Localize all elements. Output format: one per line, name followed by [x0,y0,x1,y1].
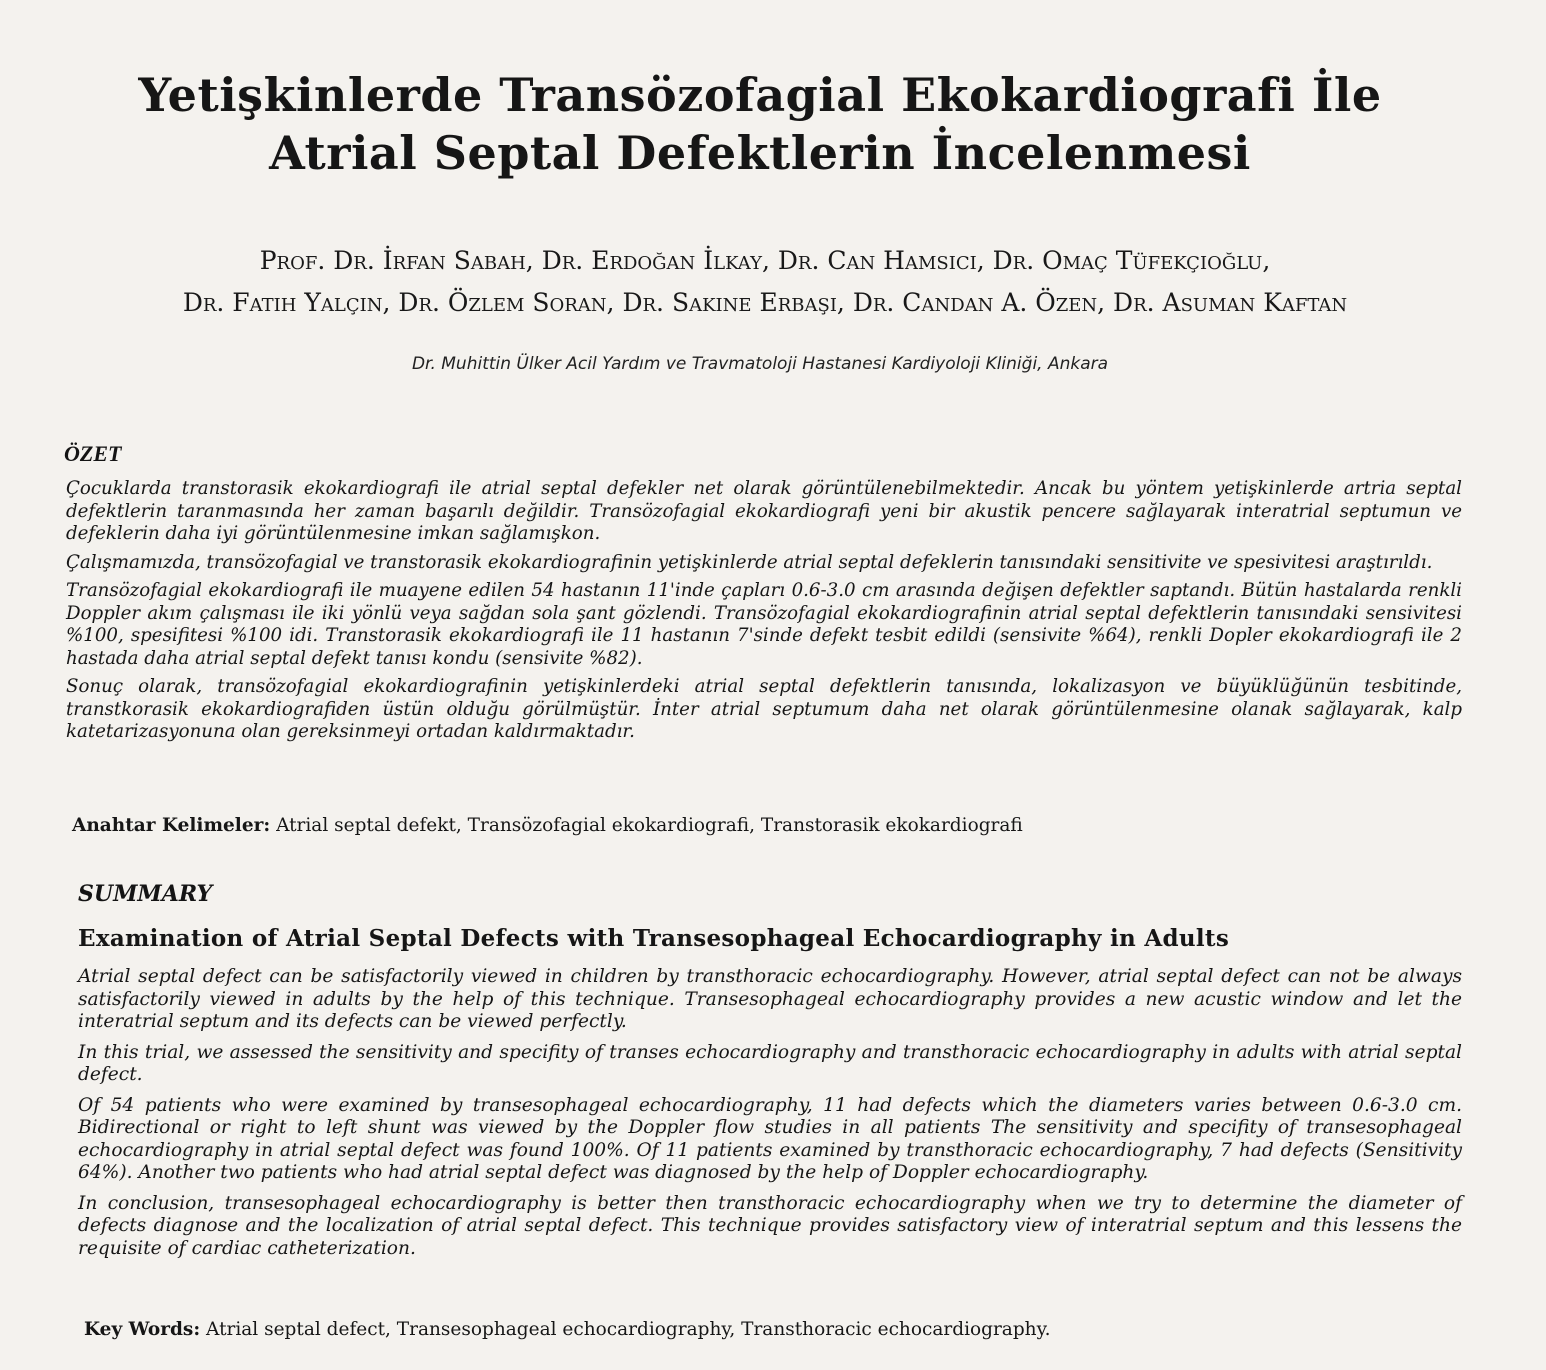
author-line-2: Dr. Fatih Yalçın, Dr. Özlem Soran, Dr. Sakine Erbaşı, Dr. Candan A. Özen, Dr. Asuman Kaftan [182,288,1348,317]
ozet-heading: ÖZET [64,441,122,466]
summary-paragraph-4: In conclusion, transesophageal echocardiography is better then transthoracic echocardiography when we try to determine the diameter of defects diagnose and the localization of atrial septal defect. This technique provides satisfactory view of interatrial septum and this lessens the requisite of cardiac catheterization. [78,1192,1462,1259]
ozet-body [66,478,1462,750]
summary-paragraph-1: Atrial septal defect can be satisfactorily viewed in children by transthoracic echocardiography. However, atrial septal defect can not be always satisfactorily viewed in adults by the help of this technique. Transesophageal echocardiography provides a new acustic window and let the interatrial septum and its defects can be viewed perfectly. [78,966,1462,1032]
ozet-paragraph-4: Sonuç olarak, transözofagial ekokardiografinin yetişkinlerdeki atrial septal defektlerin tanısında, lokalizasyon ve büyüklüğünün tesbitinde, transtkorasik ekokardiografiden üstün olduğu görülmüştür. İnter atrial septumum daha net olarak görüntülenmesine olanak sağlayarak, kalp katetarizasyonuna olan gereksinmeyi ortadan kaldırmaktadır. [66,676,1462,742]
summary-keywords-text: Atrial septal defect, Transesophageal echocardiography, Transthoracic echocardiography. [200,1319,1051,1340]
summary-heading: SUMMARY [78,881,213,907]
title-line-2: Atrial Septal Defektlerin İncelenmesi [269,126,1251,180]
summary-title: Examination of Atrial Septal Defects with Transesophageal Echocardiography in Adults [78,925,1230,952]
author-list [55,240,1475,324]
summary-keywords-label: Key Words: [84,1319,201,1340]
summary-body [78,966,1462,1268]
summary-paragraph-3: Of 54 patients who were examined by transesophageal echocardiography, 11 had defects which the diameters varies between 0.6-3.0 cm. Bidirectional or right to left shunt was viewed by the Doppler flow studies in all patients The sensitivity and specifity of transesophageal echocardiography in atrial septal defect was found 100%. Of 11 patients examined by transthoracic echocardiography, 7 had defects (Sensitivity 64%). Another two patients who had atrial septal defect was diagnosed by the help of Doppler echocardiography. [78,1094,1462,1183]
ozet-paragraph-3: Transözofagial ekokardiografi ile muayene edilen 54 hastanın 11'inde çapları 0.6-3.0 cm arasında değişen defektler saptandı. Bütün hastalarda renkli Doppler akım çalışması ile iki yönlü veya sağdan sola şant gözlendi. Transözofagial ekokardiografinin atrial septal defektlerin tanısındaki sensivitesi %100, spesifitesi %100 idi. Transtorasik ekokardiografi ile 11 hastanın 7'sinde defekt tesbit edildi (sensivite %64), renkli Dopler ekokardiografi ile 2 hastada daha atrial septal defekt tanısı kondu (sensivite %82). [66,580,1462,669]
ozet-keywords-text: Atrial septal defekt, Transözofagial ekokardiografi, Transtorasik ekokardiografi [270,815,1023,836]
institution: Dr. Muhittin Ülker Acil Yardım ve Travmatoloji Hastanesi Kardiyoloji Kliniği, Ankara [411,354,1109,374]
summary-paragraph-2: In this trial, we assessed the sensitivity and specifity of transes echocardiography and transthoracic echocardiography in adults with atrial septal defect. [78,1041,1462,1085]
ozet-paragraph-1: Çocuklarda transtorasik ekokardiografi ile atrial septal defekler net olarak görüntülenebilmektedir. Ancak bu yöntem yetişkinlerde artria septal defektlerin taranmasında her zaman başarılı değildir. Transözofagial ekokardiografi yeni bir akustik pencere sağlayarak interatrial septumun ve defeklerin daha iyi görüntülenmesine imkan sağlamışkon. [66,478,1462,544]
ozet-keywords-label: Anahtar Kelimeler: [72,815,271,836]
title-line-1: Yetişkinlerde Transözofagial Ekokardiografi İle [138,68,1382,122]
ozet-paragraph-2: Çalışmamızda, transözofagial ve transtorasik ekokardiografinin yetişkinlerde atrial septal defeklerin tanısındaki sensitivite ve spesivitesi araştırıldı. [66,551,1433,573]
paper-title [100,66,1420,182]
summary-keywords [84,1318,1050,1342]
ozet-keywords [72,814,1023,838]
author-line-1: Prof. Dr. İrfan Sabah, Dr. Erdoğan İlkay, Dr. Can Hamsici, Dr. Omaç Tüfekçioğlu, [259,246,1271,275]
